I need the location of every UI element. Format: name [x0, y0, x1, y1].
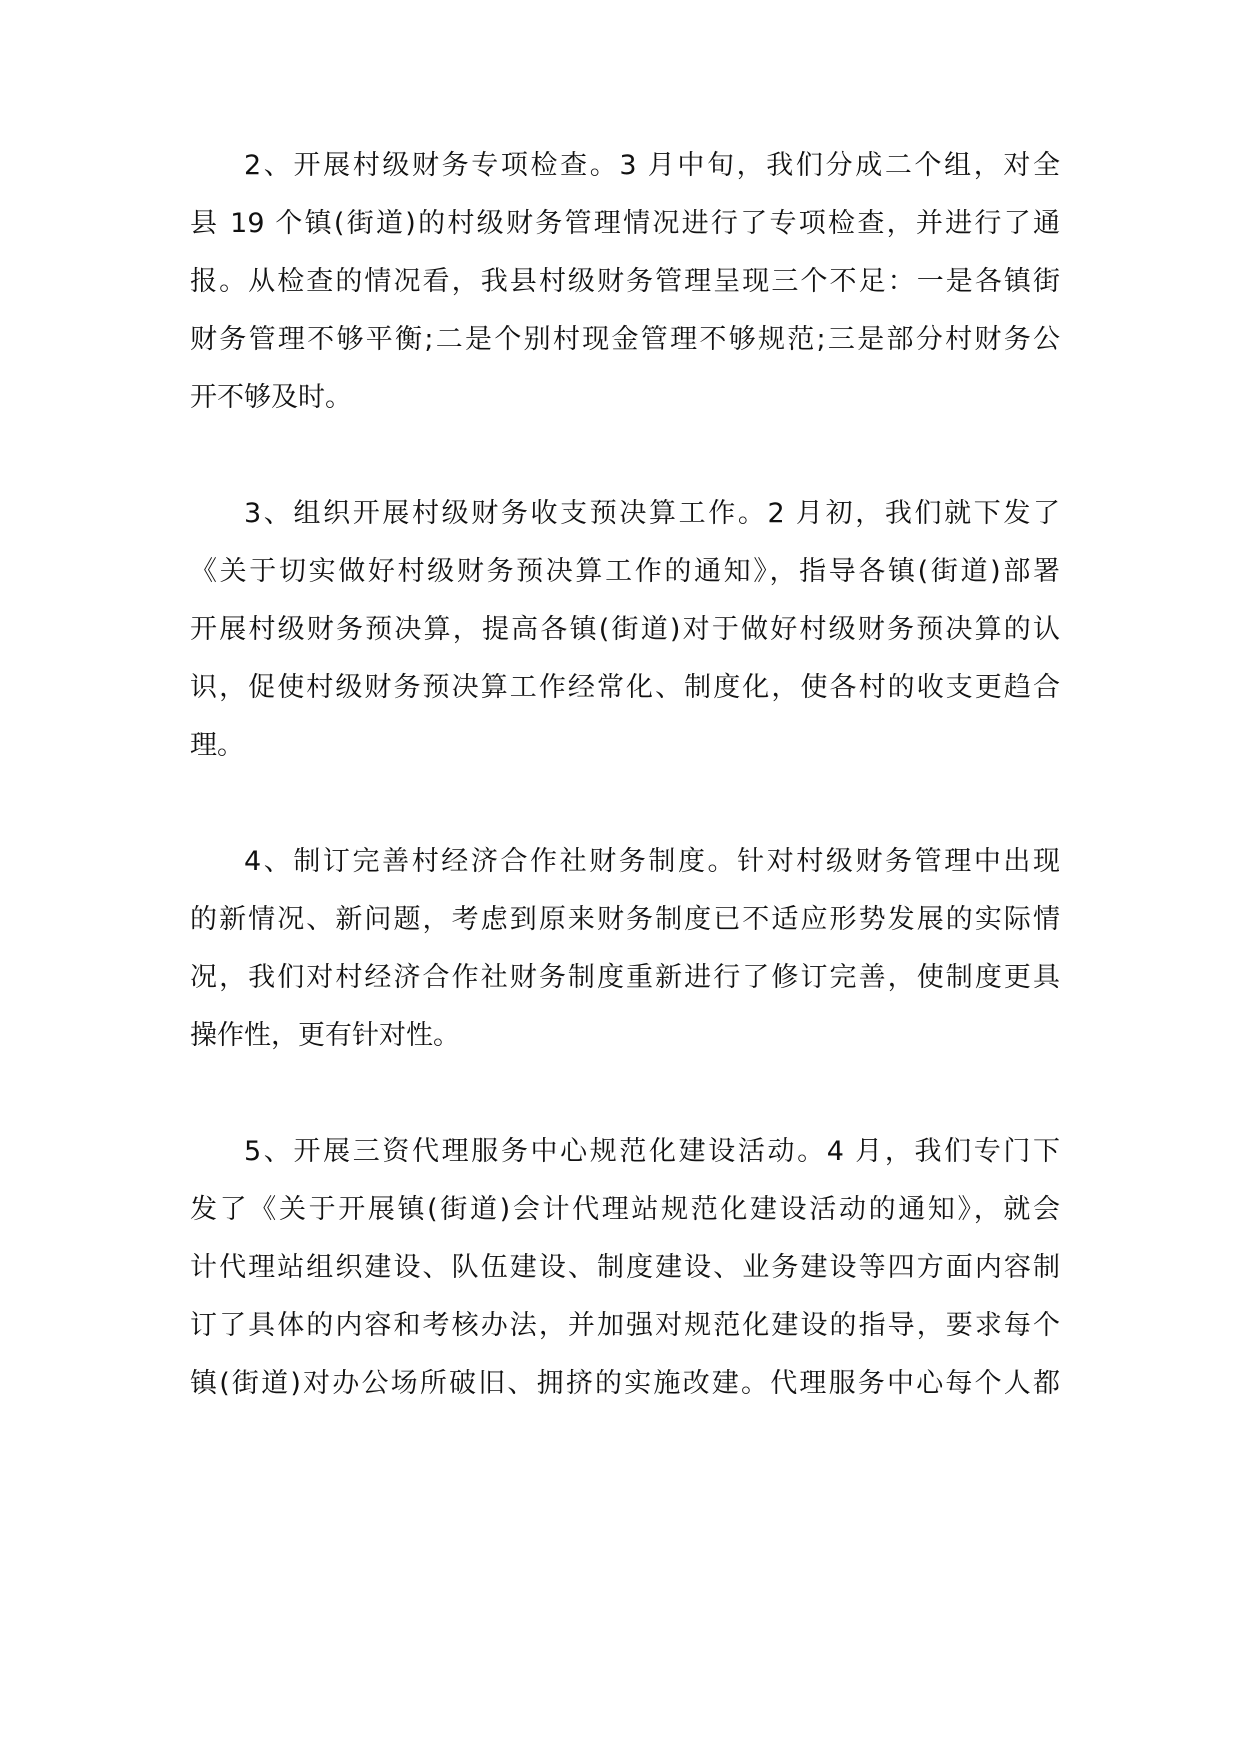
text-line: 开展村级财务预决算，提高各镇(街道)对于做好村级财务预决算的认	[190, 614, 1060, 645]
text-line: 报。从检查的情况看，我县村级财务管理呈现三个不足：一是各镇街	[190, 266, 1060, 297]
text-line: 计代理站组织建设、队伍建设、制度建设、业务建设等四方面内容制	[190, 1252, 1060, 1283]
text-line: 订了具体的内容和考核办法，并加强对规范化建设的指导，要求每个	[190, 1310, 1060, 1341]
text-line: 况，我们对村经济合作社财务制度重新进行了修订完善，使制度更具	[190, 962, 1060, 993]
text-line: 理。	[190, 730, 244, 761]
text-line: 2、开展村级财务专项检查。3 月中旬，我们分成二个组，对全	[244, 150, 1060, 181]
text-line: 县 19 个镇(街道)的村级财务管理情况进行了专项检查，并进行了通	[190, 208, 1060, 239]
text-line: 开不够及时。	[190, 382, 352, 413]
text-line: 发了《关于开展镇(街道)会计代理站规范化建设活动的通知》，就会	[190, 1194, 1060, 1225]
text-line: 3、组织开展村级财务收支预决算工作。2 月初，我们就下发了	[244, 498, 1060, 529]
text-line: 5、开展三资代理服务中心规范化建设活动。4 月，我们专门下	[244, 1136, 1060, 1167]
text-line: 《关于切实做好村级财务预决算工作的通知》，指导各镇(街道)部署	[190, 556, 1060, 587]
text-line: 识，促使村级财务预决算工作经常化、制度化，使各村的收支更趋合	[190, 672, 1060, 703]
text-line: 镇(街道)对办公场所破旧、拥挤的实施改建。代理服务中心每个人都	[190, 1368, 1060, 1399]
text-line: 财务管理不够平衡;二是个别村现金管理不够规范;三是部分村财务公	[190, 324, 1060, 355]
text-line: 操作性，更有针对性。	[190, 1020, 460, 1051]
text-line: 4、制订完善村经济合作社财务制度。针对村级财务管理中出现	[244, 846, 1060, 877]
text-line: 的新情况、新问题，考虑到原来财务制度已不适应形势发展的实际情	[190, 904, 1060, 935]
